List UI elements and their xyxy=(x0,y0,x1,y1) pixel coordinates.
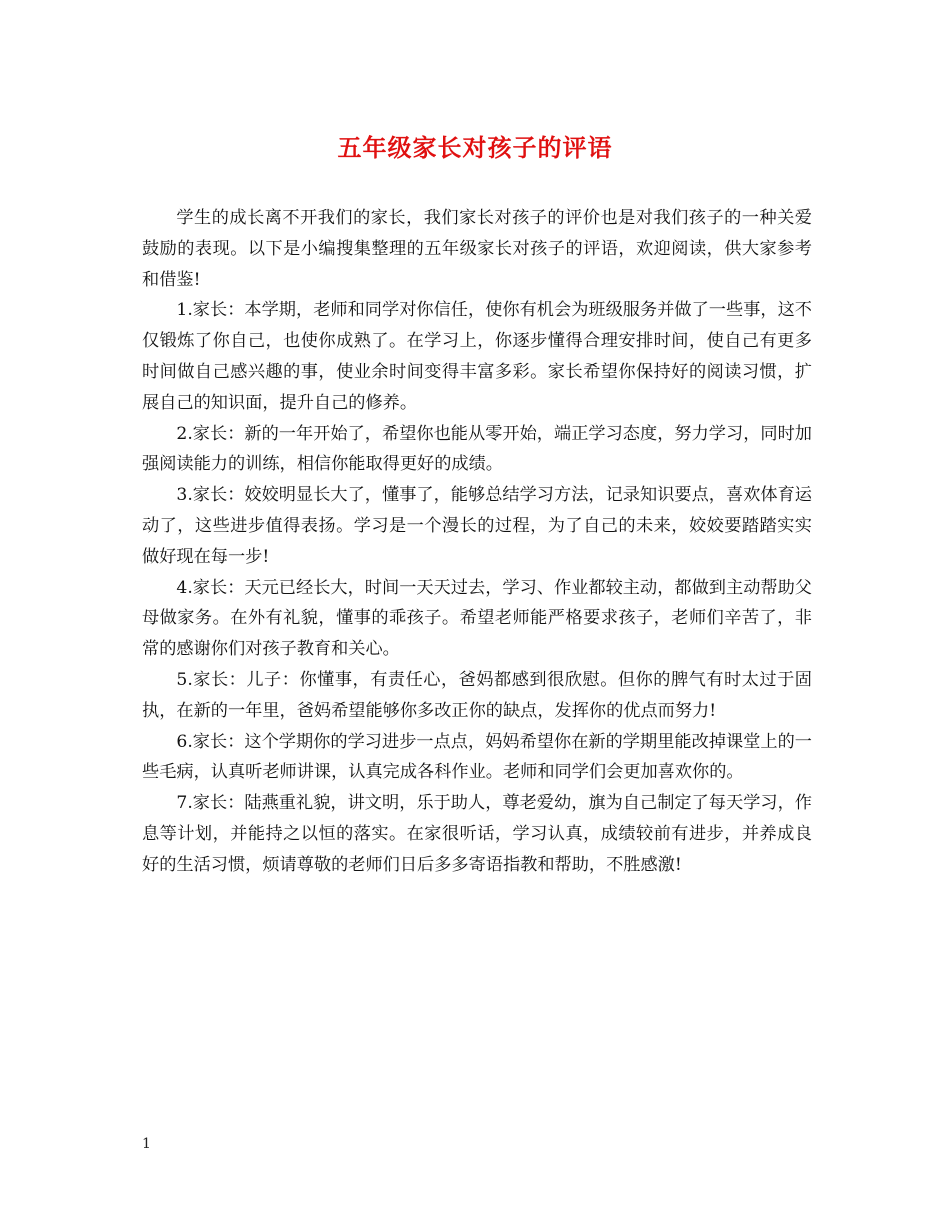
comment-paragraph-3: 3.家长：姣姣明显长大了，懂事了，能够总结学习方法，记录知识要点，喜欢体育运动了，这些进步值得表扬。学习是一个漫长的过程，为了自己的未来，姣姣要踏踏实实做好现在每一步! xyxy=(142,485,812,567)
comment-paragraph-1: 1.家长：本学期，老师和同学对你信任，使你有机会为班级服务并做了一些事，这不仅锻炼了你自己，也使你成熟了。在学习上，你逐步懂得合理安排时间，使自己有更多时间做自己感兴趣的事，使业余时间变得丰富多彩。家长希望你保持好的阅读习惯，扩展自己的知识面，提升自己的修养。 xyxy=(142,300,812,413)
intro-paragraph: 学生的成长离不开我们的家长，我们家长对孩子的评价也是对我们孩子的一种关爱鼓励的表现。以下是小编搜集整理的五年级家长对孩子的评语，欢迎阅读，供大家参考和借鉴! xyxy=(142,208,812,290)
comment-paragraph-6: 6.家长：这个学期你的学习进步一点点，妈妈希望你在新的学期里能改掉课堂上的一些毛病，认真听老师讲课，认真完成各科作业。老师和同学们会更加喜欢你的。 xyxy=(142,731,812,783)
comment-paragraph-4: 4.家长：天元已经长大，时间一天天过去，学习、作业都较主动，都做到主动帮助父母做家务。在外有礼貌，懂事的乖孩子。希望老师能严格要求孩子，老师们辛苦了，非常的感谢你们对孩子教育和关心。 xyxy=(142,577,812,660)
document-body xyxy=(142,203,812,881)
page-title: 五年级家长对孩子的评语 xyxy=(337,134,613,162)
comment-paragraph-2: 2.家长：新的一年开始了，希望你也能从零开始，端正学习态度，努力学习，同时加强阅读能力的训练，相信你能取得更好的成绩。 xyxy=(142,423,812,475)
page-number: 1 xyxy=(142,1136,151,1152)
comment-paragraph-5: 5.家长：儿子：你懂事，有责任心，爸妈都感到很欣慰。但你的脾气有时太过于固执，在新的一年里，爸妈希望能够你多改正你的缺点，发挥你的优点而努力! xyxy=(142,669,812,721)
comment-paragraph-7: 7.家长：陆燕重礼貌，讲文明，乐于助人，尊老爱幼，旗为自己制定了每天学习，作息等计划，并能持之以恒的落实。在家很听话，学习认真，成绩较前有进步，并养成良好的生活习惯，烦请尊敬的老师们日后多多寄语指教和帮助，不胜感激! xyxy=(142,793,812,875)
